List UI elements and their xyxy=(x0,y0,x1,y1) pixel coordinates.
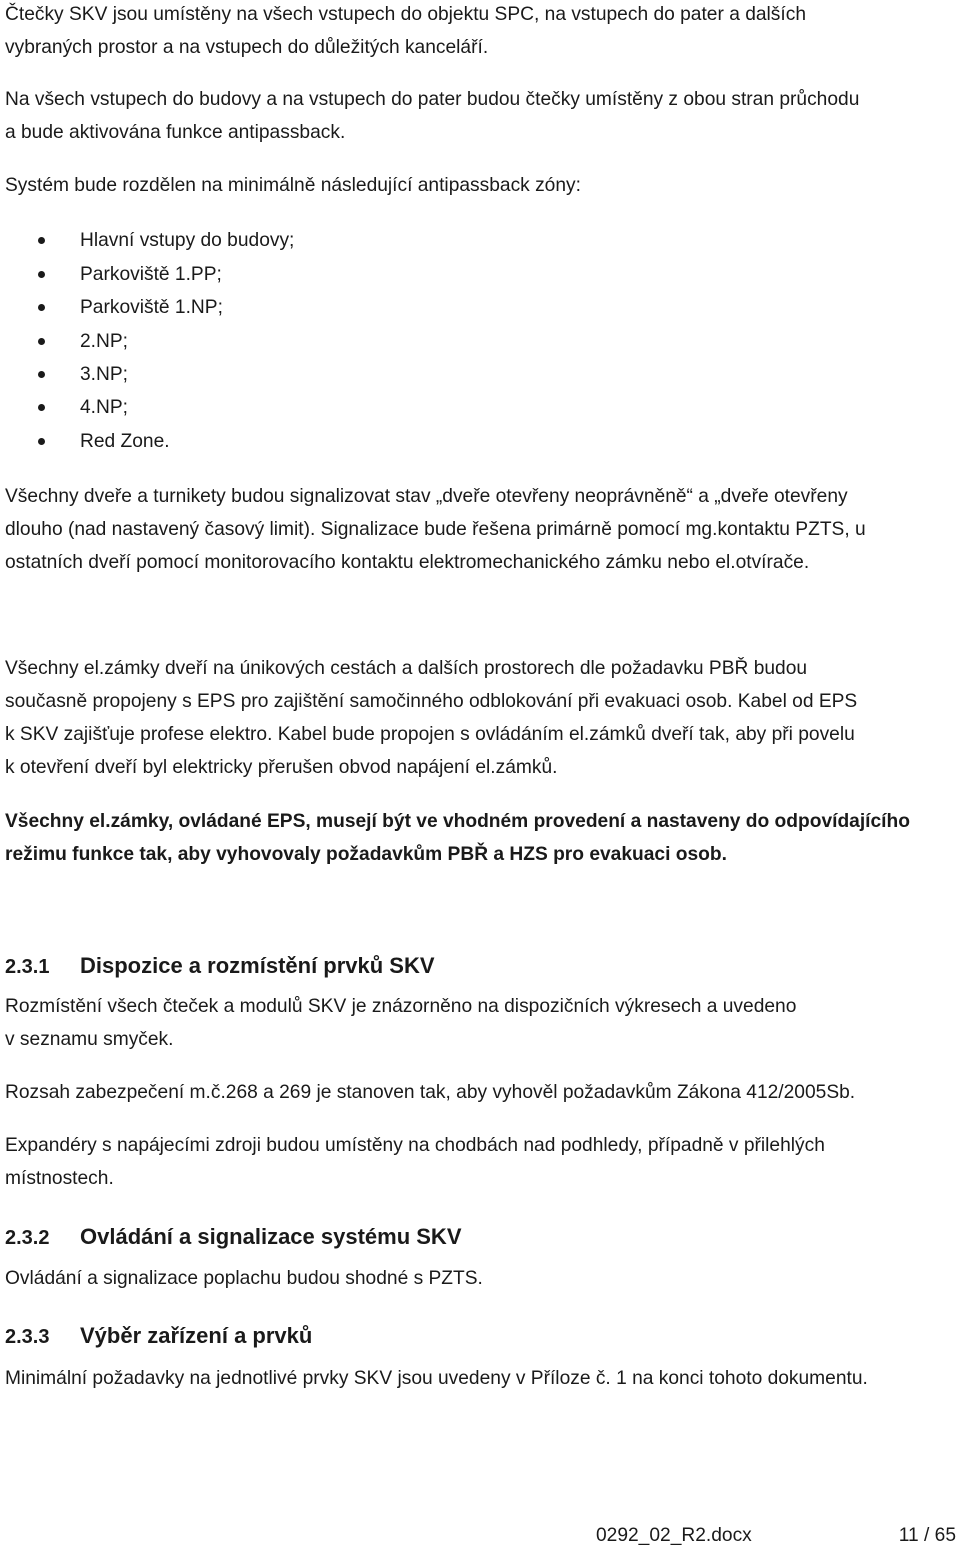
footer-page-number: 11 / 65 xyxy=(898,1525,956,1546)
bullet-icon xyxy=(38,338,45,345)
section-title: Dispozice a rozmístění prvků SKV xyxy=(80,953,435,978)
zone-list-item: Red Zone. xyxy=(80,431,170,452)
bullet-icon xyxy=(38,271,45,278)
eps-bold-paragraph-line-2: režimu funkce tak, aby vyhovovaly požadavkům PBŘ a HZS pro evakuaci osob. xyxy=(5,844,727,865)
zone-list-item: 3.NP; xyxy=(80,364,128,385)
eps-bold-paragraph-line-1: Všechny el.zámky, ovládané EPS, musejí být ve vhodném provedení a nastaveny do odpovídajícího xyxy=(5,811,910,832)
section-number: 2.3.3 xyxy=(5,1326,50,1348)
bullet-icon xyxy=(38,371,45,378)
section-number: 2.3.1 xyxy=(5,956,50,978)
section-2-3-1-paragraph-1-line-2: v seznamu smyček. xyxy=(5,1029,174,1050)
section-title: Ovládání a signalizace systému SKV xyxy=(80,1224,462,1249)
bullet-icon xyxy=(38,438,45,445)
intro-paragraph-2-line-2: a bude aktivována funkce antipassback. xyxy=(5,122,346,143)
section-number: 2.3.2 xyxy=(5,1227,50,1249)
intro-paragraph-1-line-2: vybraných prostor a na vstupech do důležitých kanceláří. xyxy=(5,37,489,58)
section-2-3-2-paragraph-1: Ovládání a signalizace poplachu budou shodné s PZTS. xyxy=(5,1268,483,1289)
zone-list-item: Hlavní vstupy do budovy; xyxy=(80,230,295,251)
intro-paragraph-1-line-1: Čtečky SKV jsou umístěny na všech vstupech do objektu SPC, na vstupech do pater a dalších xyxy=(5,4,806,25)
escape-paragraph-line-2: současně propojeny s EPS pro zajištění samočinného odblokování při evakuaci osob. Kabel od EPS xyxy=(5,691,858,712)
zone-list-item: Parkoviště 1.NP; xyxy=(80,297,223,318)
section-2-3-1-paragraph-1-line-1: Rozmístění všech čteček a modulů SKV je znázorněno na dispozičních výkresech a uvedeno xyxy=(5,996,797,1017)
section-heading-2-3-1 xyxy=(5,952,435,981)
escape-paragraph-line-1: Všechny el.zámky dveří na únikových cestách a dalších prostorech dle požadavku PBŘ budou xyxy=(5,658,808,679)
doors-paragraph-line-3: ostatních dveří pomocí monitorovacího kontaktu elektromechanického zámku nebo el.otvírače. xyxy=(5,552,810,573)
section-heading-2-3-2 xyxy=(5,1223,462,1252)
zone-list-item: 2.NP; xyxy=(80,331,128,352)
escape-paragraph-line-4: k otevření dveří byl elektricky přerušen obvod napájení el.zámků. xyxy=(5,757,558,778)
section-2-3-3-paragraph-1: Minimální požadavky na jednotlivé prvky SKV jsou uvedeny v Příloze č. 1 na konci tohoto dokumentu. xyxy=(5,1368,868,1389)
section-title: Výběr zařízení a prvků xyxy=(80,1323,313,1348)
escape-paragraph-line-3: k SKV zajišťuje profese elektro. Kabel bude propojen s ovládáním el.zámků dveří tak, aby při povelu xyxy=(5,724,855,745)
bullet-icon xyxy=(38,404,45,411)
zone-list-item: Parkoviště 1.PP; xyxy=(80,264,222,285)
zone-list-item: 4.NP; xyxy=(80,397,128,418)
section-heading-2-3-3 xyxy=(5,1322,312,1351)
doors-paragraph-line-2: dlouho (nad nastavený časový limit). Signalizace bude řešena primárně pomocí mg.kontaktu PZTS, u xyxy=(5,519,866,540)
section-2-3-1-paragraph-2: Rozsah zabezpečení m.č.268 a 269 je stanoven tak, aby vyhověl požadavkům Zákona 412/2005Sb. xyxy=(5,1082,856,1103)
footer-filename: 0292_02_R2.docx xyxy=(596,1525,752,1546)
bullet-icon xyxy=(38,237,45,244)
bullet-icon xyxy=(38,304,45,311)
section-2-3-1-paragraph-3-line-1: Expandéry s napájecími zdroji budou umístěny na chodbách nad podhledy, případně v přilehlých xyxy=(5,1135,825,1156)
intro-paragraph-3: Systém bude rozdělen na minimálně následující antipassback zóny: xyxy=(5,175,581,196)
section-2-3-1-paragraph-3-line-2: místnostech. xyxy=(5,1168,114,1189)
intro-paragraph-2-line-1: Na všech vstupech do budovy a na vstupech do pater budou čtečky umístěny z obou stran průchodu xyxy=(5,89,860,110)
doors-paragraph-line-1: Všechny dveře a turnikety budou signalizovat stav „dveře otevřeny neoprávněně“ a „dveře otevřeny xyxy=(5,486,848,507)
